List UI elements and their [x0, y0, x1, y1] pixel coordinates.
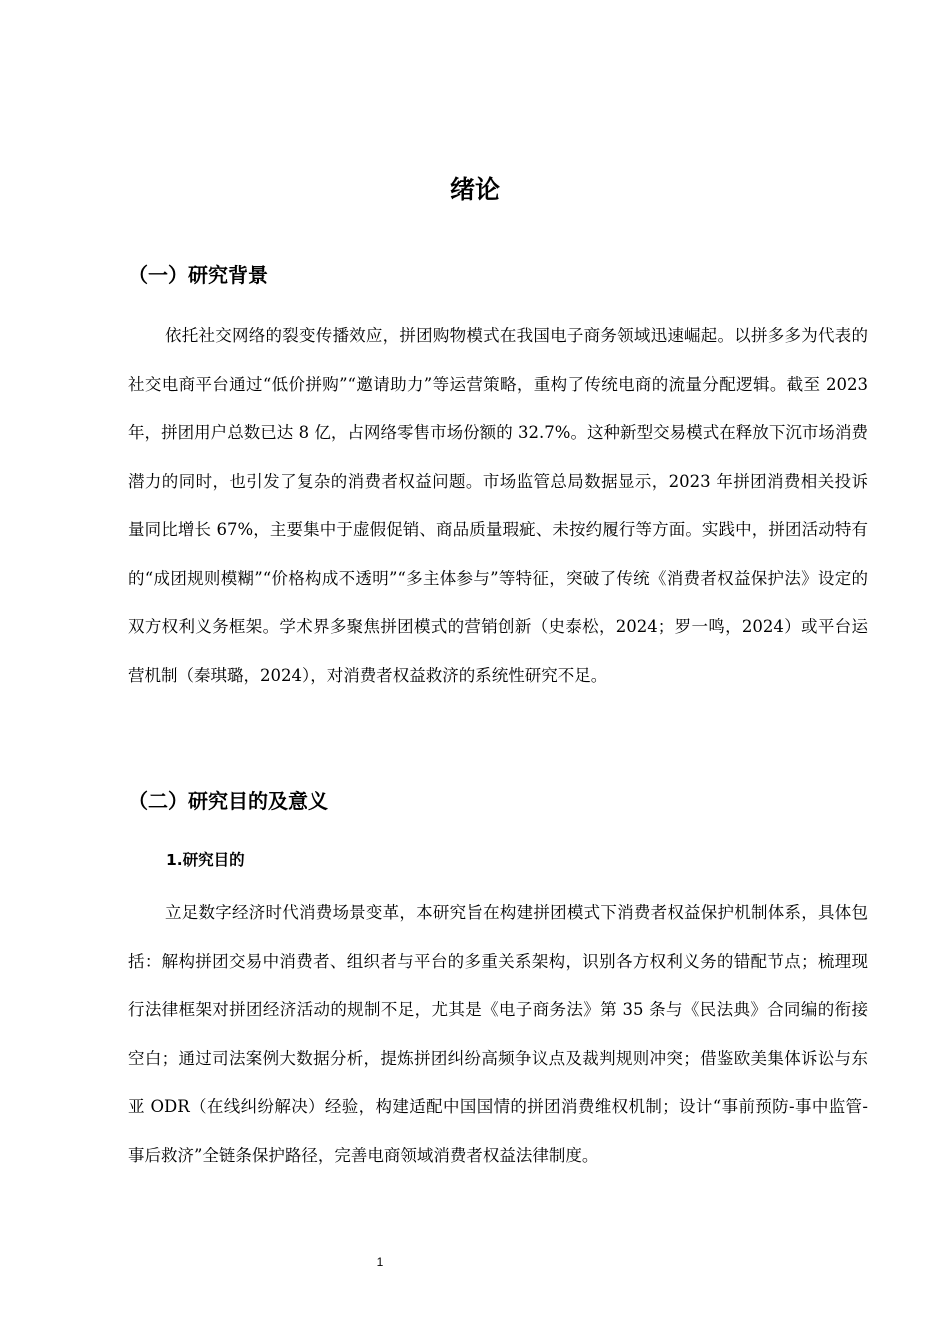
section-heading-background: （一）研究背景: [128, 263, 268, 287]
subsection-heading-purpose: 1.研究目的: [166, 851, 245, 869]
paragraph-purpose: 立足数字经济时代消费场景变革，本研究旨在构建拼团模式下消费者权益保护机制体系，具体包括：解构拼团交易中消费者、组织者与平台的多重关系架构，识别各方权利义务的错配节点；梳理现行法律框架对拼团经济活动的规制不足，尤其是《电子商务法》第 35 条与《民法典》合同编的衔接空白；通过司法案例大数据分析，提炼拼团纠纷高频争议点及裁判规则冲突；借鉴欧美集体诉讼与东亚 ODR（在线纠纷解决）经验，构建适配中国国情的拼团消费维权机制；设计“事前预防-事中监管-事后救济”全链条保护路径，完善电商领域消费者权益法律制度。: [128, 903, 868, 1165]
page-title: 绪论: [449, 175, 500, 204]
paragraph-background: 依托社交网络的裂变传播效应，拼团购物模式在我国电子商务领域迅速崛起。以拼多多为代表的社交电商平台通过“低价拼购”“邀请助力”等运营策略，重构了传统电商的流量分配逻辑。截至 2023 年，拼团用户总数已达 8 亿，占网络零售市场份额的 32.7%。这种新型交易模式在释放下沉市场消费潜力的同时，也引发了复杂的消费者权益问题。市场监管总局数据显示，2023 年拼团消费相关投诉量同比增长 67%，主要集中于虚假促销、商品质量瑕疵、未按约履行等方面。实践中，拼团活动特有的“成团规则模糊”“价格构成不透明”“多主体参与”等特征，突破了传统《消费者权益保护法》设定的双方权利义务框架。学术界多聚焦拼团模式的营销创新（史泰松，2024；罗一鸣，2024）或平台运营机制（秦琪璐，2024），对消费者权益救济的系统性研究不足。: [128, 326, 868, 685]
section-heading-purpose-significance: （二）研究目的及意义: [128, 789, 328, 813]
page-number: 1: [376, 1255, 384, 1269]
